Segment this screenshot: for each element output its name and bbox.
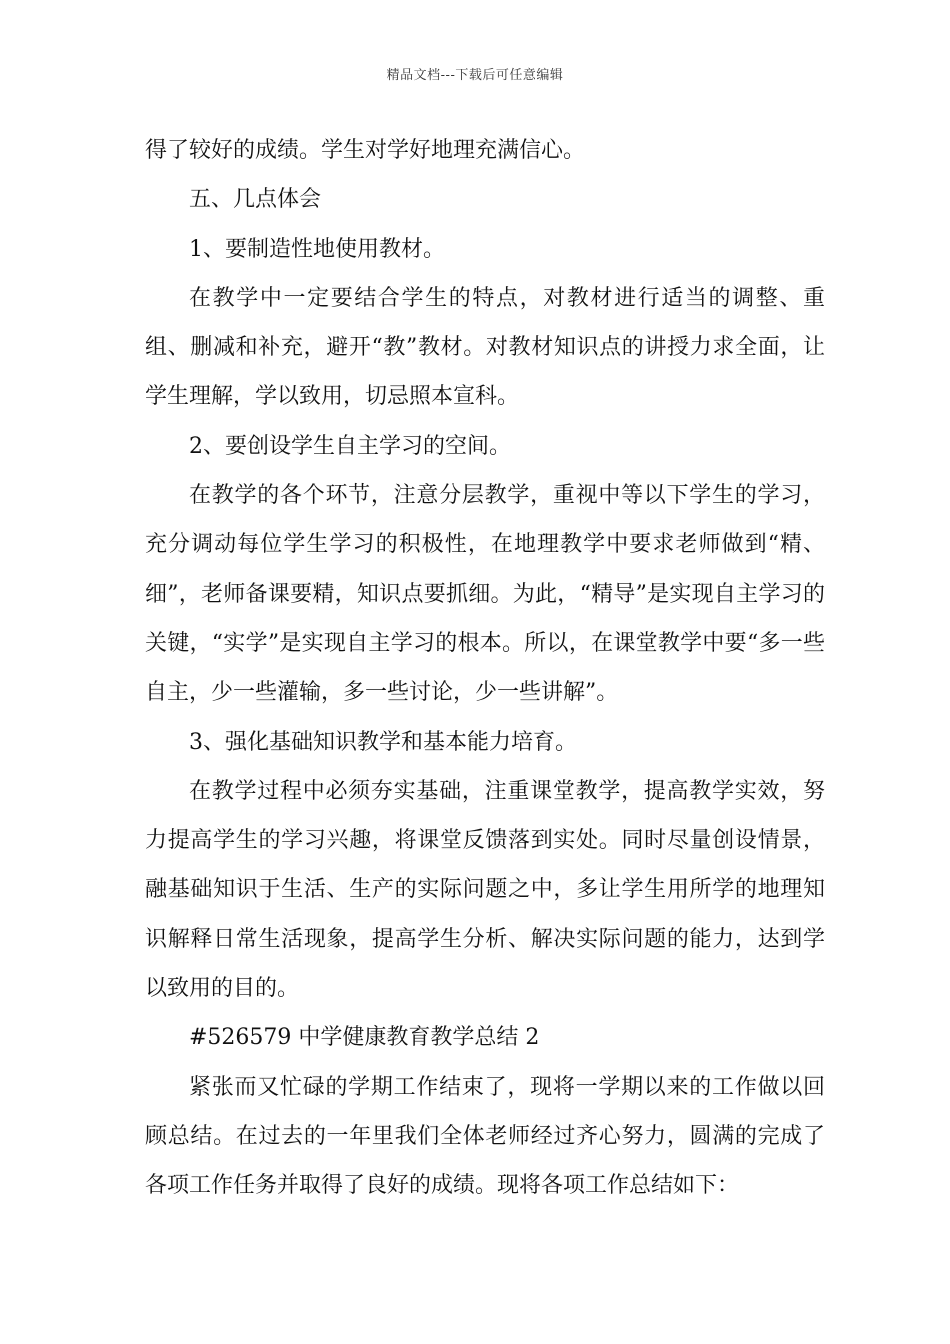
page-header: 精品文档---下载后可任意编辑: [386, 68, 564, 83]
paragraph-continued: 得了较好的成绩。学生对学好地理充满信心。: [145, 138, 586, 163]
paragraph: 在教学中一定要结合学生的特点，对教材进行适当的调整、重组、删减和补充，避开“教”教材。对教材知识点的讲授力求全面，让学生理解，学以致用，切忌照本宣科。: [145, 285, 825, 410]
article-title: #526579 中学健康教育教学总结 2: [189, 1025, 540, 1051]
section-heading: 五、几点体会: [189, 187, 322, 213]
document-body: [145, 126, 825, 1211]
point-heading-1: 1、要制造性地使用教材。: [189, 236, 445, 262]
paragraph: 在教学的各个环节，注意分层教学，重视中等以下学生的学习，充分调动每位学生学习的积极性，在地理教学中要求老师做到“精、细”，老师备课要精，知识点要抓细。为此，“精导”是实现自主学习的关键，“实学”是实现自主学习的根本。所以，在课堂教学中要“多一些自主，少一些灌输，多一些讨论，少一些讲解”。: [145, 483, 825, 706]
paragraph: 在教学过程中必须夯实基础，注重课堂教学，提高教学实效，努力提高学生的学习兴趣，将课堂反馈落到实处。同时尽量创设情景，融基础知识于生活、生产的实际问题之中，多让学生用所学的地理知识解释日常生活现象，提高学生分析、解决实际问题的能力，达到学以致用的目的。: [145, 778, 825, 1002]
point-heading-2: 2、要创设学生自主学习的空间。: [189, 433, 511, 459]
point-heading-3: 3、强化基础知识教学和基本能力培育。: [189, 729, 577, 755]
paragraph: 紧张而又忙碌的学期工作结束了，现将一学期以来的工作做以回顾总结。在过去的一年里我们全体老师经过齐心努力，圆满的完成了各项工作任务并取得了良好的成绩。现将各项工作总结如下：: [145, 1074, 825, 1199]
